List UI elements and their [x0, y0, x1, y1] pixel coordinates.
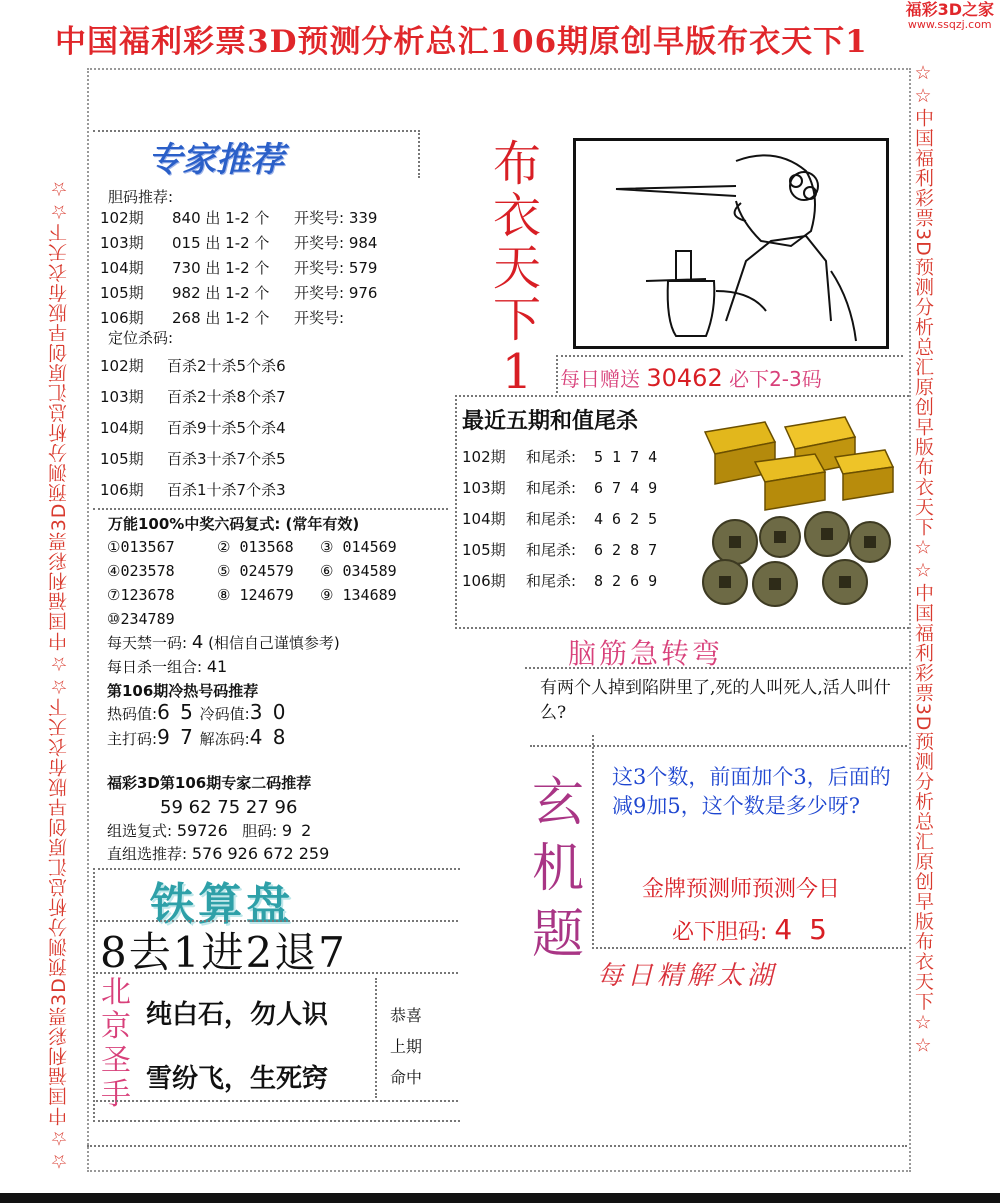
hot-value: 6 5	[157, 700, 195, 724]
beijing-line2: 雪纷飞，生死窍	[146, 1064, 329, 1094]
pos-row	[100, 479, 286, 510]
wanneng-title: 万能100%中奖六码复式: (常年有效)	[108, 515, 360, 533]
dan-nums: 982 出 1-2 个	[172, 284, 270, 302]
group-value: 59726	[176, 821, 228, 840]
pos-period: 105期	[100, 450, 144, 468]
hezhi-label: 和尾杀:	[526, 479, 577, 497]
dan-period: 104期	[100, 259, 144, 277]
wanneng-row	[107, 610, 397, 634]
hezhi-row	[462, 477, 657, 508]
dan-nums: 015 出 1-2 个	[172, 234, 270, 252]
hezhi-period: 105期	[462, 541, 506, 559]
tiesuanpan-heading: 铁算盘	[150, 879, 294, 930]
pos-period: 106期	[100, 481, 144, 499]
hezhi-period: 104期	[462, 510, 506, 528]
two-code-values: 59 62 75 27 96	[160, 797, 298, 818]
dan-nums: 840 出 1-2 个	[172, 209, 270, 227]
dan2-label: 胆码:	[242, 822, 278, 840]
xuanji-char: 机	[531, 839, 584, 899]
hezhi-row	[462, 570, 657, 601]
hezhi-row	[462, 508, 657, 539]
divider	[93, 972, 458, 974]
pos-row	[100, 386, 286, 417]
dan-period: 103期	[100, 234, 144, 252]
ban-line	[107, 632, 340, 653]
bottom-divider	[87, 1145, 907, 1147]
main-value: 9 7	[157, 725, 195, 749]
gold-coins-icon	[695, 412, 895, 612]
pos-period: 104期	[100, 419, 144, 437]
congrats-line: 恭喜	[390, 1006, 423, 1025]
dan-row	[100, 282, 377, 307]
tiesuanpan-formula: 8去1进2退7	[100, 928, 347, 977]
wanneng-code: ⑦123678	[107, 586, 175, 604]
dan-result: 984	[348, 234, 378, 252]
pos-period: 103期	[100, 388, 144, 406]
hezhi-value: 5 1 7 4	[594, 448, 658, 466]
thaw-label: 解冻码:	[199, 730, 250, 748]
buyi-char: 衣	[492, 188, 541, 244]
gift-label: 每日赠送	[560, 367, 640, 391]
buyi-char: 布	[492, 136, 541, 192]
site-watermark	[906, 2, 994, 30]
beijing-char: 北	[101, 975, 131, 1010]
xuanji-char: 题	[531, 905, 584, 965]
wanneng-code: ⑨ 134689	[320, 586, 397, 604]
dan-row	[100, 232, 377, 257]
hezhi-value: 6 2 8 7	[594, 541, 658, 559]
pos-text: 百杀3十杀7个杀5	[167, 450, 286, 468]
gold-label: 金牌预测师预测今日	[642, 877, 841, 902]
hezhi-value: 6 7 4 9	[594, 479, 658, 497]
divider	[93, 1100, 458, 1102]
pos-row	[100, 417, 286, 448]
kill-combo-label: 每日杀一组合:	[107, 658, 203, 676]
dan-result-label: 开奖号:	[294, 259, 345, 277]
group-line	[107, 820, 313, 841]
pos-row	[100, 355, 286, 386]
left-side-banner: ☆☆中国福利彩票3D预测分析总汇原创早版布衣天下☆☆中国福利彩票3D预测分析总汇原创早版布衣天下☆☆	[48, 176, 70, 1172]
dan-result: 579	[348, 259, 378, 277]
buyi-char: 天	[492, 240, 541, 296]
dan-row	[100, 307, 377, 329]
main-thaw-line	[107, 725, 288, 749]
kill-combo-value: 41	[206, 657, 228, 676]
buyi-vertical-title	[487, 138, 547, 398]
dan-period: 105期	[100, 284, 144, 302]
xuanji-text: 这3个数，前面加个3，后面的减9加5，这个数是多少呀?	[612, 765, 891, 818]
gift-suffix: 必下2-3码	[729, 367, 822, 391]
expert-heading: 专家推荐	[148, 140, 284, 180]
direct-line	[107, 843, 329, 864]
must-value: 4 5	[774, 913, 831, 946]
dan-result-label: 开奖号:	[294, 234, 345, 252]
hezhi-period: 102期	[462, 448, 506, 466]
beijing-char: 圣	[101, 1043, 131, 1078]
hezhi-label: 和尾杀:	[526, 448, 577, 466]
hezhi-period: 103期	[462, 479, 506, 497]
direct-label: 直组选推荐:	[107, 845, 188, 863]
congrats-line: 上期	[390, 1037, 423, 1056]
dan2-value: 9 2	[281, 821, 314, 840]
xuanji-char: 玄	[531, 773, 584, 833]
pos-period: 102期	[100, 357, 144, 375]
cartoon-illustration	[573, 138, 889, 349]
dan-period: 106期	[100, 309, 144, 327]
pos-text: 百杀1十杀7个杀3	[167, 481, 286, 499]
divider	[375, 978, 377, 1098]
hezhi-row	[462, 539, 657, 570]
divider	[93, 508, 448, 510]
divider	[525, 667, 907, 669]
two-code-title: 福彩3D第106期专家二码推荐	[107, 774, 312, 792]
riddle-heading: 脑筋急转弯	[568, 637, 724, 670]
wanneng-code: ③ 014569	[320, 538, 397, 556]
hot-cold-line	[107, 700, 288, 724]
wanneng-code: ④023578	[107, 562, 175, 580]
beijing-char: 手	[101, 1077, 131, 1112]
taihu-label: 每日精解太湖	[597, 961, 778, 991]
direct-value: 576 926 672 259	[191, 844, 330, 863]
wanneng-code: ⑥ 034589	[320, 562, 397, 580]
wanneng-row	[107, 586, 397, 610]
congrats	[390, 1000, 422, 1093]
ban-value: 4	[191, 632, 204, 653]
pos-row	[100, 448, 286, 479]
dan-result-label: 开奖号:	[294, 284, 345, 302]
cold-value: 3 0	[249, 700, 288, 724]
cold-label: 冷码值:	[199, 705, 250, 723]
dan-result: 339	[348, 209, 378, 227]
main-label: 主打码:	[107, 730, 158, 748]
dan-result-label: 开奖号:	[294, 309, 345, 327]
hezhi-label: 和尾杀:	[526, 541, 577, 559]
gift-line	[560, 363, 822, 392]
pos-list	[100, 355, 286, 510]
ban-note: (相信自己谨慎参考)	[208, 634, 340, 652]
wanneng-code: ② 013568	[217, 538, 294, 556]
hezhi-label: 和尾杀:	[526, 510, 577, 528]
hezhi-heading: 最近五期和值尾杀	[462, 408, 639, 434]
hezhi-value: 8 2 6 9	[594, 572, 658, 590]
dan-nums: 730 出 1-2 个	[172, 259, 270, 277]
pos-text: 百杀9十杀5个杀4	[167, 419, 286, 437]
pos-label: 定位杀码:	[108, 329, 174, 347]
beijing-line1: 纯白石，勿人识	[146, 1000, 329, 1030]
wanneng-row	[107, 562, 397, 586]
hotcold-title: 第106期冷热号码推荐	[107, 682, 259, 700]
hezhi-value: 4 6 2 5	[594, 510, 658, 528]
beijing-char: 京	[101, 1009, 131, 1044]
gift-value: 30462	[646, 364, 723, 392]
wanneng-grid	[107, 538, 397, 634]
bottom-bar	[0, 1193, 1000, 1203]
wanneng-code: ①013567	[107, 538, 175, 556]
wanneng-code: ⑩234789	[107, 610, 175, 628]
hezhi-row	[462, 446, 657, 477]
buyi-char: 1	[501, 344, 533, 400]
hot-label: 热码值:	[107, 705, 158, 723]
ban-label: 每天禁一码:	[107, 634, 188, 652]
right-side-banner: ☆☆中国福利彩票3D预测分析总汇原创早版布衣天下☆☆中国福利彩票3D预测分析总汇原创早版布衣天下☆☆	[912, 62, 934, 1058]
cartoon-man-icon	[576, 141, 886, 346]
hezhi-label: 和尾杀:	[526, 572, 577, 590]
dan-result-label: 开奖号:	[294, 209, 345, 227]
beijing-vertical-title	[96, 976, 136, 1112]
riddle-text: 有两个人掉到陷阱里了,死的人叫死人,活人叫什么?	[540, 678, 891, 723]
dan-row	[100, 207, 377, 232]
thaw-value: 4 8	[249, 725, 288, 749]
dan-list	[100, 207, 377, 329]
must-label: 必下胆码:	[672, 920, 768, 945]
dan-period: 102期	[100, 209, 144, 227]
dan-nums: 268 出 1-2 个	[172, 309, 270, 327]
dan-label: 胆码推荐:	[108, 188, 174, 206]
buyi-char: 下	[492, 292, 541, 348]
watermark-url: www.ssqzj.com	[907, 17, 992, 31]
pos-text: 百杀2十杀5个杀6	[167, 357, 286, 375]
watermark-name: 福彩3D之家	[905, 0, 994, 19]
dan-row	[100, 257, 377, 282]
kill-combo-line	[107, 656, 227, 677]
hezhi-period: 106期	[462, 572, 506, 590]
wanneng-code: ⑧ 124679	[217, 586, 294, 604]
congrats-line: 命中	[390, 1068, 423, 1087]
dan-result: 976	[348, 284, 378, 302]
hezhi-list	[462, 446, 657, 601]
page-title: 中国福利彩票3D预测分析总汇106期原创早版布衣天下1	[55, 24, 868, 60]
wanneng-code: ⑤ 024579	[217, 562, 294, 580]
xuanji-vertical-title	[528, 770, 588, 968]
pos-text: 百杀2十杀8个杀7	[167, 388, 286, 406]
group-label: 组选复式:	[107, 822, 173, 840]
must-line	[672, 913, 831, 946]
wanneng-row	[107, 538, 397, 562]
